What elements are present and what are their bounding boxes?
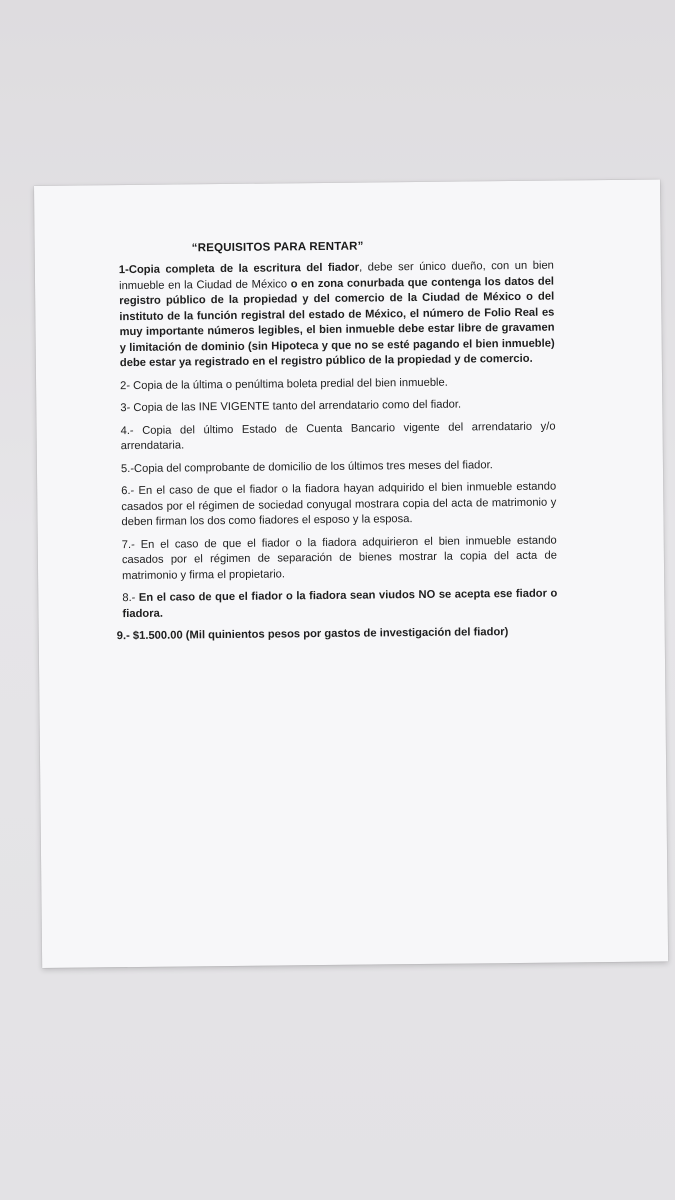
- item-3-text: 3- Copia de las INE VIGENTE tanto del arrendatario como del fiador.: [120, 398, 462, 415]
- paper-sheet: [34, 179, 668, 968]
- requirement-item-8: [122, 587, 557, 623]
- requirement-item-3: [120, 397, 555, 417]
- item-5-text: 5.-Copia del comprobante de domicilio de los últimos tres meses del fiador.: [120, 458, 493, 475]
- requirement-item-6: [121, 480, 556, 531]
- item-1-part-1: 1-Copia completa de la escritura del fiador: [118, 261, 360, 277]
- item-8-part-2: En el caso de que el fiador o la fiadora sean viudos NO se acepta ese fiador o fiadora.: [122, 587, 558, 620]
- item-2-text: 2- Copia de la última o penúltima boleta predial del bien inmueble.: [120, 376, 448, 392]
- requirement-item-4: [120, 419, 555, 455]
- item-4-text: 4.- Copia del último Estado de Cuenta Bancario vigente del arrendatario y/o arrendataria.: [120, 420, 556, 453]
- document-body: [116, 259, 558, 652]
- item-1-part-3: o en zona conurbada que contenga los datos del registro público de la propiedad y del comercio de la Ciudad de México o del instituto de la función registral del estado de México, el número de Folio Real es muy importante números legibles, el bien inmueble debe estar libre de gravamen y limitación de dominio (sin Hipoteca y que no se esté pagando el bien inmueble) debe estar ya registrado en el registro público de la propiedad y de comercio.: [119, 275, 555, 370]
- document-title: “REQUISITOS PARA RENTAR”: [191, 240, 364, 255]
- item-7-text: 7.- En el caso de que el fiador o la fiadora adquirieron el bien inmueble estando casados por el régimen de separación de bienes mostrar la copia del acta de matrimonio y firma el propietario.: [121, 534, 557, 582]
- requirement-item-7: [122, 533, 557, 584]
- requirement-item-9: [117, 625, 558, 645]
- item-8-part-1: 8.-: [122, 591, 139, 605]
- requirement-item-5: [121, 457, 556, 477]
- item-9-text: 9.- $1.500.00 (Mil quinientos pesos por gastos de investigación del fiador): [116, 626, 509, 643]
- requirement-item-1: [119, 259, 555, 372]
- item-1-part-2: , debe ser único dueño, con un bien inmueble en la Ciudad de México: [118, 259, 554, 292]
- item-6-text: 6.- En el caso de que el fiador o la fiadora hayan adquirido el bien inmueble estando casados por el régimen de sociedad conyugal mostrara copia del acta de matrimonio y deben firman los dos como fiadores el esposo y la esposa.: [121, 480, 557, 529]
- requirement-item-2: [120, 374, 555, 394]
